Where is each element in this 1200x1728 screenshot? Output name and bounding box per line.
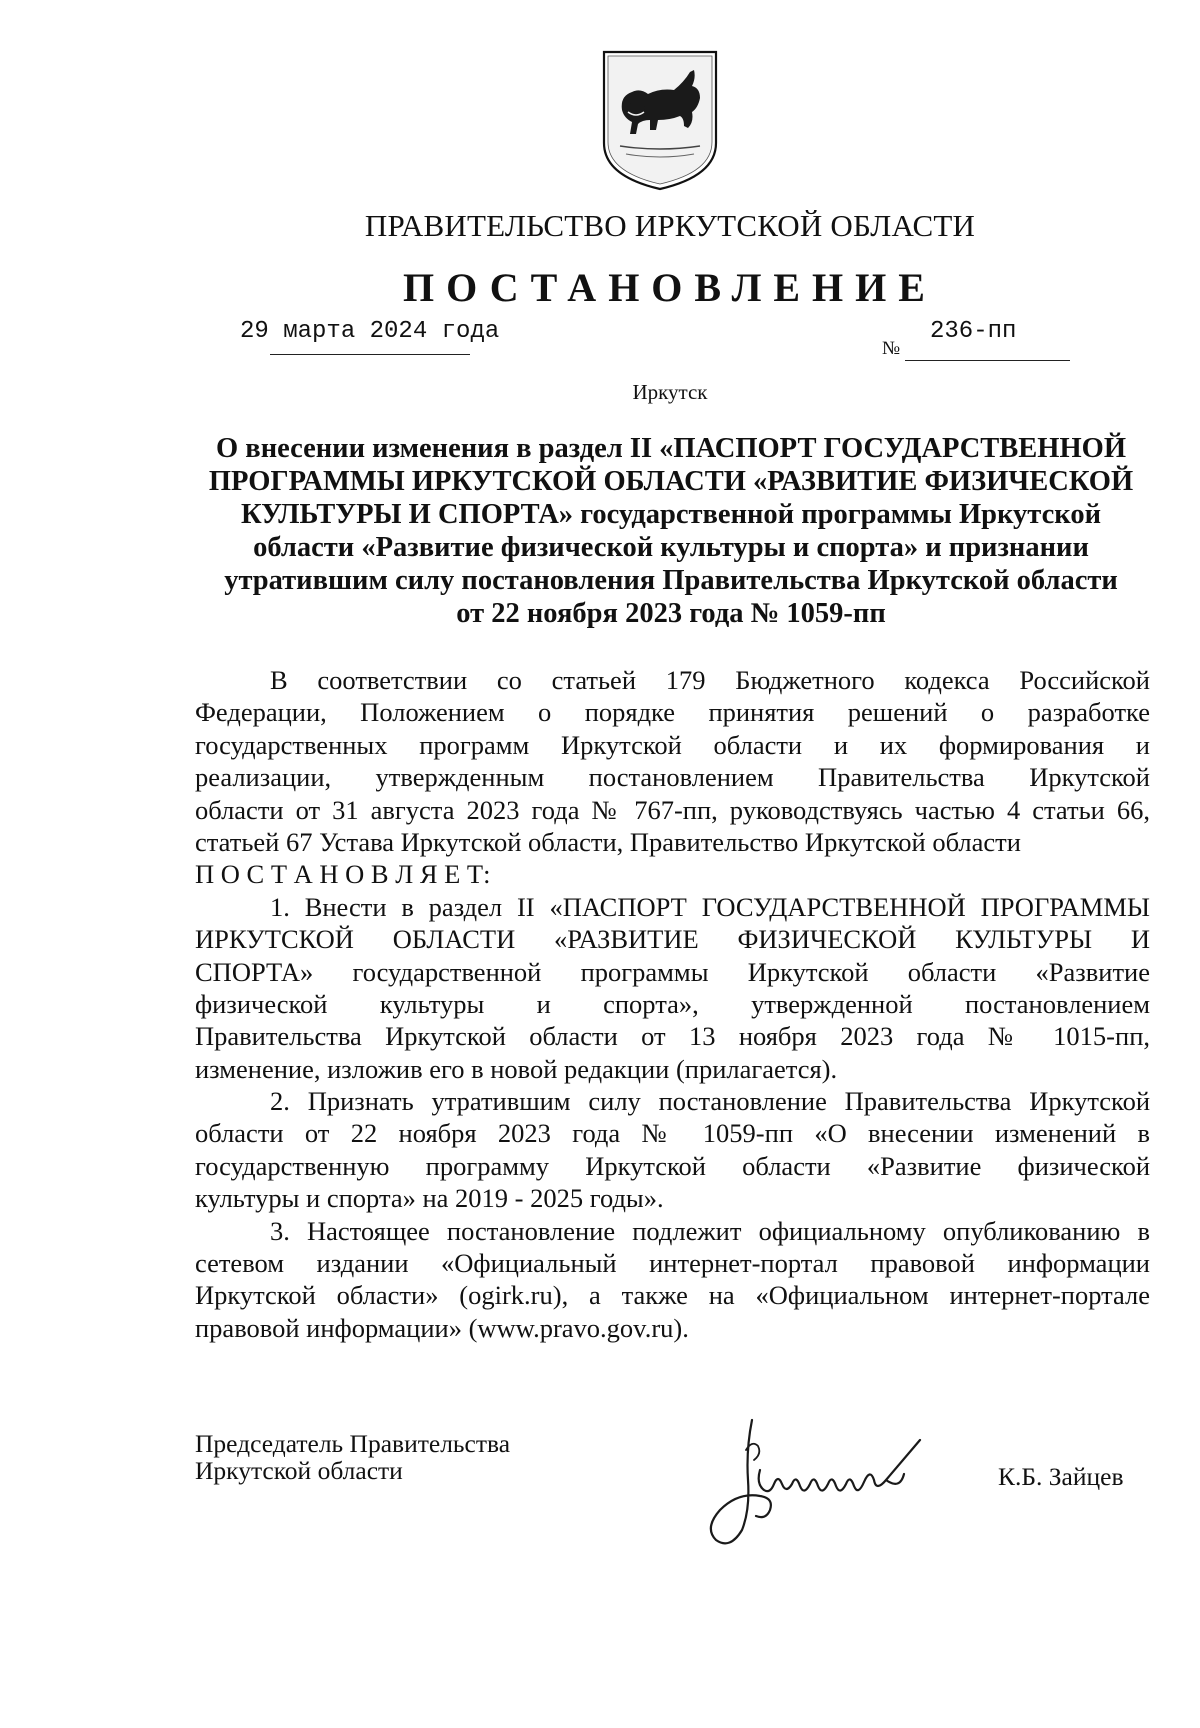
resolves-keyword: П О С Т А Н О В Л Я Е Т: [195, 859, 491, 890]
document-body [195, 664, 1150, 1344]
body-line: правовой информации» (www.pravo.gov.ru). [195, 1312, 689, 1343]
body-line: области от 31 августа 2023 года № 767-пп, руководствуясь частью 4 статьи 66, [195, 794, 1150, 825]
document-type: ПОСТАНОВЛЕНИЕ [403, 265, 937, 310]
coat-of-arms-emblem [600, 48, 720, 193]
heading-line: от 22 ноября 2023 года № 1059-пп [456, 598, 886, 629]
body-line: В соответствии со статьей 179 Бюджетного кодекса Российской [270, 665, 1150, 695]
body-line: физической культуры и спорта», утвержденной постановлением [195, 988, 1150, 1019]
signatory-title-line: Иркутской области [195, 1456, 403, 1485]
heading-line: КУЛЬТУРЫ И СПОРТА» государственной программы Иркутской [241, 499, 1101, 530]
body-line: культуры и спорта» на 2019 - 2025 годы». [195, 1183, 664, 1214]
signatory-name: К.Б. Зайцев [998, 1462, 1124, 1491]
heading-line: утратившим силу постановления Правительства Иркутской области [224, 565, 1118, 596]
handwritten-signature [690, 1410, 970, 1560]
body-line: изменение, изложив его в новой редакции (прилагается). [195, 1053, 838, 1084]
heading-line: области «Развитие физической культуры и спорта» и признании [253, 532, 1089, 563]
document-date: 29 марта 2024 года [240, 318, 500, 345]
body-line: реализации, утвержденным постановлением Правительства Иркутской [195, 762, 1150, 793]
body-line: 1. Внести в раздел II «ПАСПОРТ ГОСУДАРСТВЕННОЙ ПРОГРАММЫ [270, 891, 1150, 922]
body-line: 2. Признать утратившим силу постановление Правительства Иркутской [270, 1086, 1150, 1117]
body-line: Иркутской области» (ogirk.ru), а также на «Официальном интернет-портале [195, 1280, 1150, 1311]
body-line: ИРКУТСКОЙ ОБЛАСТИ «РАЗВИТИЕ ФИЗИЧЕСКОЙ КУЛЬТУРЫ И [195, 924, 1150, 955]
body-line: Правительства Иркутской области от 13 ноября 2023 года № 1015-пп, [195, 1021, 1150, 1052]
date-underline [270, 354, 470, 355]
document-number: 236-пп [930, 318, 1017, 345]
body-line: области от 22 ноября 2023 года № 1059-пп «О внесении изменений в [195, 1118, 1150, 1149]
number-sign: № [882, 338, 901, 359]
number-underline [905, 360, 1070, 361]
signatory-title-line: Председатель Правительства [195, 1429, 511, 1458]
body-line: 3. Настоящее постановление подлежит официальному опубликованию в [270, 1215, 1150, 1246]
city-name: Иркутск [632, 380, 708, 404]
body-line: сетевом издании «Официальный интернет-портал правовой информации [195, 1248, 1150, 1279]
body-line: государственную программу Иркутской области «Развитие физической [195, 1150, 1150, 1181]
signatory-title [195, 1430, 510, 1484]
body-line: государственных программ Иркутской области и их формирования и [195, 729, 1150, 760]
heading-line: О внесении изменения в раздел II «ПАСПОРТ ГОСУДАРСТВЕННОЙ [216, 433, 1126, 464]
document-heading [196, 432, 1146, 630]
body-line: Федерации, Положением о порядке принятия решений о разработке [195, 697, 1150, 728]
body-line: статьей 67 Устава Иркутской области, Правительство Иркутской области [195, 826, 1021, 857]
body-line: СПОРТА» государственной программы Иркутской области «Развитие [195, 956, 1150, 987]
heading-line: ПРОГРАММЫ ИРКУТСКОЙ ОБЛАСТИ «РАЗВИТИЕ ФИЗИЧЕСКОЙ [208, 466, 1134, 497]
government-name: ПРАВИТЕЛЬСТВО ИРКУТСКОЙ ОБЛАСТИ [364, 208, 976, 243]
